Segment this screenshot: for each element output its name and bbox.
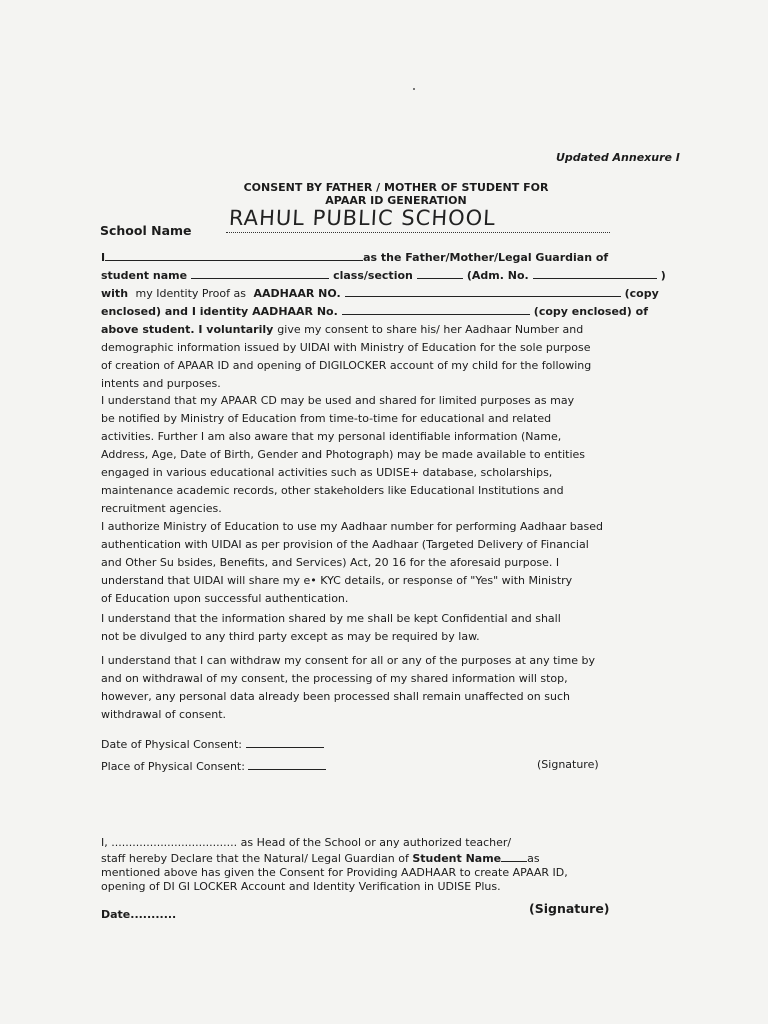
adm-no-label: (Adm. No.	[466, 269, 529, 282]
head-declaration	[101, 836, 698, 894]
copy-label: (copy	[624, 287, 659, 300]
para5-line: and on withdrawal of my consent, the processing of my shared information will stop,	[101, 672, 568, 685]
declaration-student-blank[interactable]	[501, 850, 527, 862]
confidentiality-paragraph	[101, 610, 698, 646]
enclosed-identity-label: enclosed) and I identity	[101, 305, 249, 318]
consent-share-text: give my consent to share his/ her Aadhaar Number and	[277, 323, 584, 336]
form-title-line2: APAAR ID GENERATION	[325, 194, 467, 207]
scan-speck	[413, 88, 415, 90]
para5-line: withdrawal of consent.	[101, 708, 227, 721]
para3-line: I authorize Ministry of Education to use my Aadhaar number for performing Aadhaar based	[101, 520, 603, 533]
para2-line: recruitment agencies.	[101, 502, 222, 515]
declaration-line-2	[101, 850, 698, 866]
consent-guardian-text: as the Father/Mother/Legal Guardian of	[363, 251, 609, 264]
consent-line-6: demographic information issued by UIDAI with Ministry of Education for the sole purpose	[101, 341, 591, 354]
para3-line: and Other Su bsides, Benefits, and Services) Act, 20 16 for the aforesaid purpose. I	[101, 556, 560, 569]
para2-line: I understand that my APAAR CD may be used and shared for limited purposes as may	[101, 394, 575, 407]
para4-line: I understand that the information shared by me shall be kept Confidential and shall	[101, 612, 561, 625]
class-section-blank[interactable]	[417, 267, 463, 279]
aadhaar-no-label: AADHAAR NO.	[253, 287, 341, 300]
identity-aadhaar-label: AADHAAR No.	[252, 305, 338, 318]
para3-line: understand that UIDAI will share my e• KYC details, or response of "Yes" with Ministry	[101, 574, 573, 587]
para2-line: activities. Further I am also aware that my personal identifiable information (Name,	[101, 430, 562, 443]
school-name-dotted-line	[226, 232, 610, 233]
declaration-as: as	[527, 852, 540, 865]
para5-line: however, any personal data already been processed shall remain unaffected on such	[101, 690, 570, 703]
adm-no-close: )	[660, 269, 666, 282]
student-name-label: student name	[101, 269, 188, 282]
para2-line: be notified by Ministry of Education from time-to-time for educational and related	[101, 412, 552, 425]
place-of-consent-row	[101, 758, 326, 773]
withdrawal-paragraph	[101, 652, 698, 724]
parent-name-blank[interactable]	[105, 249, 363, 261]
para2-line: engaged in various educational activities such as UDISE+ database, scholarships,	[101, 466, 553, 479]
declaration-line-2a: staff hereby Declare that the Natural/ Legal Guardian of	[101, 852, 409, 865]
consent-paragraph	[101, 249, 698, 393]
para3-line: authentication with UIDAI as per provision of the Aadhaar (Targeted Delivery of Financial	[101, 538, 589, 551]
consent-line-7: of creation of APAAR ID and opening of DIGILOCKER account of my child for the following	[101, 359, 592, 372]
authorization-paragraph	[101, 518, 698, 608]
consent-line-3	[101, 285, 698, 303]
form-title-line1: CONSENT BY FATHER / MOTHER OF STUDENT FOR	[243, 181, 549, 194]
para5-line: I understand that I can withdraw my consent for all or any of the purposes at any time by	[101, 654, 595, 667]
copy-enclosed-label: (copy enclosed) of	[533, 305, 648, 318]
consent-line-2	[101, 267, 698, 285]
with-label: with	[101, 287, 129, 300]
declaration-line-3: mentioned above has given the Consent for Providing AADHAAR to create APAAR ID,	[101, 866, 568, 879]
date-of-consent-row	[101, 736, 324, 751]
apaar-usage-paragraph	[101, 392, 698, 518]
consent-i: I	[101, 251, 106, 264]
student-name-bold: Student Name	[412, 852, 502, 865]
annexure-label: Updated Annexure I	[556, 151, 680, 164]
date-of-consent-blank[interactable]	[246, 736, 324, 748]
school-name-handwritten: RAHUL PUBLIC SCHOOL	[228, 206, 497, 230]
school-name-label: School Name	[100, 223, 192, 238]
para2-line: maintenance academic records, other stakeholders like Educational Institutions and	[101, 484, 564, 497]
parent-signature-label: (Signature)	[537, 758, 599, 771]
head-signature-label: (Signature)	[529, 901, 610, 916]
date-of-consent-label: Date of Physical Consent:	[101, 738, 243, 751]
identity-proof-text: my Identity Proof as	[135, 287, 246, 300]
place-of-consent-label: Place of Physical Consent:	[101, 760, 245, 773]
student-name-blank[interactable]	[191, 267, 329, 279]
consent-line-5	[101, 321, 698, 339]
above-student-text: above student. I voluntarily	[101, 323, 274, 336]
declaration-date-label: Date...........	[101, 908, 177, 921]
para4-line: not be divulged to any third party except as may be required by law.	[101, 630, 480, 643]
declaration-line-1: I, .................................... as Head of the School or any authorized teacher/	[101, 836, 512, 849]
adm-no-blank[interactable]	[533, 267, 657, 279]
consent-line-8: intents and purposes.	[101, 377, 221, 390]
aadhaar-no-blank[interactable]	[345, 285, 621, 297]
consent-line-4	[101, 303, 698, 321]
declaration-line-4: opening of DI GI LOCKER Account and Identity Verification in UDISE Plus.	[101, 880, 501, 893]
identity-aadhaar-blank[interactable]	[342, 303, 530, 315]
para3-line: of Education upon successful authentication.	[101, 592, 349, 605]
para2-line: Address, Age, Date of Birth, Gender and Photograph) may be made available to entities	[101, 448, 586, 461]
class-section-label: class/section	[333, 269, 413, 282]
consent-line-1	[101, 249, 698, 267]
place-of-consent-blank[interactable]	[248, 758, 326, 770]
